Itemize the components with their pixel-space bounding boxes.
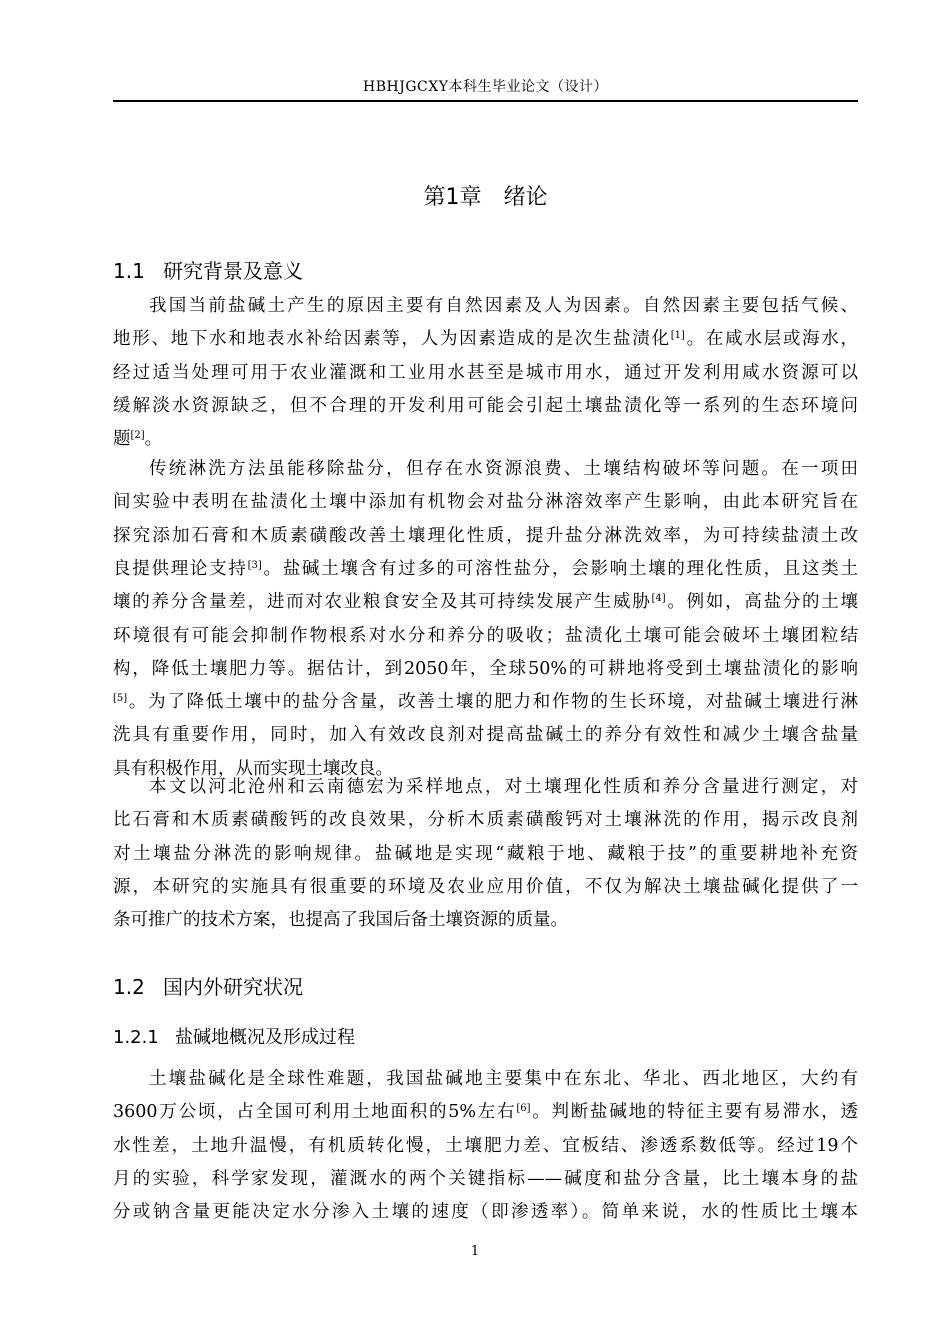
paragraph-line <box>113 327 858 351</box>
paragraph-line <box>113 842 858 866</box>
paragraph-line <box>113 1067 858 1091</box>
paragraph-line <box>113 427 858 451</box>
paragraph-line <box>113 1100 858 1124</box>
text-run: 3600万公顷，占全国可利用土地面积的5%左右 <box>113 1102 517 1123</box>
text-run: 地形、地下水和地表水补给因素等，人为因素造成的是次生盐渍化 <box>113 329 671 350</box>
text-run: 水性差，土地升温慢，有机质转化慢，土壤肥力差、宜板结、渗透系数低等。经过19个 <box>113 1135 858 1156</box>
paragraph-line <box>113 775 858 799</box>
text-run: 比石膏和木质素磺酸钙的改良效果，分析木质素磺酸钙对土壤淋洗的作用，揭示改良剂 <box>113 810 858 831</box>
text-run: 本文以河北沧州和云南德宏为采样地点，对土壤理化性质和养分含量进行测定，对 <box>149 777 858 797</box>
paragraph-line <box>113 294 858 318</box>
text-run: 洗具有重要作用，同时，加入有效改良剂对提高盐碱土的养分有效性和减少土壤含盐量 <box>113 725 858 746</box>
paragraph-line <box>113 657 858 681</box>
section-heading-1-1 <box>113 255 303 284</box>
chapter-title: 第1章 绪论 <box>423 185 548 210</box>
paragraph-line <box>113 624 858 648</box>
paragraph-line <box>113 557 858 581</box>
paragraph-line <box>113 490 858 514</box>
paragraph-line <box>113 1200 858 1224</box>
section-number: 1.2.1 <box>113 1027 159 1048</box>
text-run: 。 <box>144 429 163 450</box>
text-run: 缓解淡水资源缺乏，但不合理的开发利用可能会引起土壤盐渍化等一系列的生态环境问 <box>113 395 858 416</box>
text-run: 分或钠含量更能决定水分渗入土壤的速度（即渗透率）。简单来说，水的性质比土壤本 <box>113 1202 858 1223</box>
text-run: 月的实验，科学家发现，灌溉水的两个关键指标——碱度和盐分含量，比土壤本身的盐 <box>113 1168 858 1189</box>
text-run: 我国当前盐碱土产生的原因主要有自然因素及人为因素。自然因素主要包括气候、 <box>149 296 858 316</box>
text-run: 。盐碱土壤含有过多的可溶性盐分，会影响土壤的理化性质，且这类土 <box>261 558 859 579</box>
text-run: 。在咸水层或海水， <box>684 329 859 350</box>
citation-ref: [1] <box>670 330 685 342</box>
paragraph-line <box>113 457 858 481</box>
paragraph-line <box>113 590 858 614</box>
text-run: 环境很有可能会抑制作物根系对水分和养分的吸收；盐渍化土壤可能会破坏土壤团粒结 <box>113 625 858 646</box>
header-rule <box>113 100 858 102</box>
citation-ref: [6] <box>516 1103 531 1115</box>
citation-ref: [3] <box>247 559 262 571</box>
citation-ref: [4] <box>651 593 666 605</box>
text-run: 土壤盐碱化是全球性难题，我国盐碱地主要集中在东北、华北、西北地区，大约有 <box>149 1069 858 1089</box>
paragraph-line <box>113 524 858 548</box>
text-run: 传统淋洗方法虽能移除盐分，但存在水资源浪费、土壤结构破坏等问题。在一项田 <box>149 459 858 479</box>
paragraph-line <box>113 875 858 899</box>
paragraph-line <box>113 1167 858 1191</box>
text-run: 源，本研究的实施具有很重要的环境及农业应用价值，不仅为解决土壤盐碱化提供了一 <box>113 876 858 897</box>
section-number: 1.2 <box>113 975 145 999</box>
text-run: 。例如，高盐分的土壤 <box>665 592 859 613</box>
section-heading-1-2 <box>113 971 303 1000</box>
text-run: 良提供理论支持 <box>113 558 248 579</box>
page-number: 1 <box>470 1244 480 1259</box>
section-title: 盐碱地概况及形成过程 <box>175 1027 355 1048</box>
text-run: 经过适当处理可用于农业灌溉和工业用水甚至是城市用水，通过开发利用咸水资源可以 <box>113 362 858 383</box>
text-run: 条可推广的技术方案，也提高了我国后备土壤资源的质量。 <box>113 910 568 931</box>
section-title: 国内外研究状况 <box>163 975 303 999</box>
text-run: 题 <box>113 429 131 450</box>
citation-ref: [5] <box>113 693 128 705</box>
paragraph-line <box>113 690 858 714</box>
text-run: 对土壤盐分淋洗的影响规律。盐碱地是实现“藏粮于地、藏粮于技”的重要耕地补充资 <box>113 843 858 864</box>
text-run: 。判断盐碱地的特征主要有易滞水，透 <box>530 1102 858 1123</box>
paragraph-line <box>113 361 858 385</box>
text-run: 。为了降低土壤中的盐分含量，改善土壤的肥力和作物的生长环境，对盐碱土壤进行淋 <box>127 692 858 713</box>
citation-ref: [2] <box>130 430 145 442</box>
text-run: 壤的养分含量差，进而对农业粮食安全及其可持续发展产生威胁 <box>113 592 652 613</box>
section-number: 1.1 <box>113 259 145 283</box>
paragraph-line <box>113 808 858 832</box>
text-run: 具有积极作用，从而实现土壤改良。 <box>113 758 393 779</box>
paragraph-line <box>113 908 858 932</box>
paragraph-line <box>113 1134 858 1158</box>
paragraph-line <box>113 723 858 747</box>
text-run: 探究添加石膏和木质素磺酸改善土壤理化性质，提升盐分淋洗效率，为可持续盐渍土改 <box>113 525 858 546</box>
paragraph-line <box>113 394 858 418</box>
section-title: 研究背景及意义 <box>163 259 303 283</box>
text-run: 间实验中表明在盐渍化土壤中添加有机物会对盐分淋溶效率产生影响，由此本研究旨在 <box>113 492 858 513</box>
section-heading-1-2-1 <box>113 1023 355 1049</box>
text-run: 构，降低土壤肥力等。据估计，到2050年，全球50%的可耕地将受到土壤盐渍化的影响 <box>113 658 858 679</box>
page-header: HBHJGCXY本科生毕业论文（设计） <box>363 79 608 95</box>
